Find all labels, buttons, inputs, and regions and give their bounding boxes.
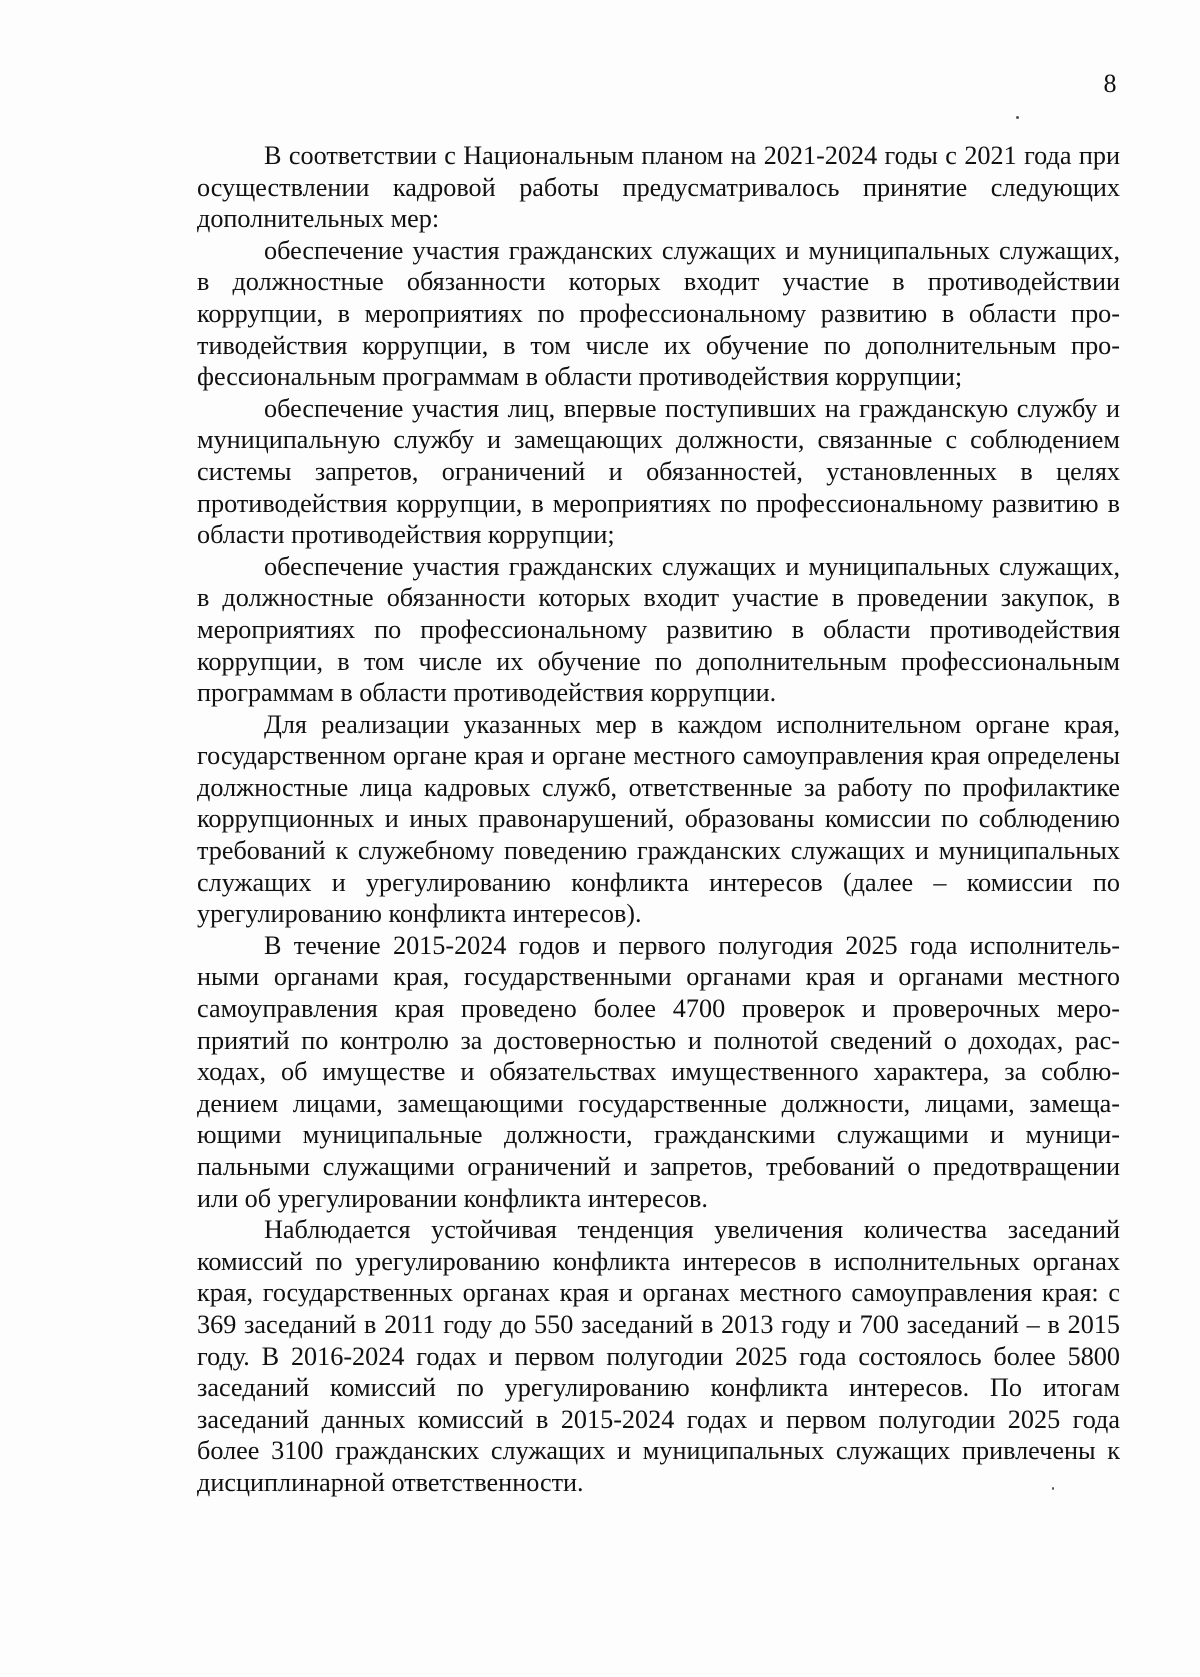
paragraph-commission-meetings: Наблюдается устойчивая тенденция увеличения количества заседаний комиссий по урегулированию конфликта интересов в исполнительных органах края, государственных органах края и органах местного самоуправления края: с 369 заседаний в 2011 году до 550 заседаний в 2013 году и 700 заседаний – в 2015 году. В 2016-2024 годах и первом полугодии 2025 года состоялось более 5800 заседаний комиссий по урегулированию конфликта интересов. По итогам заседаний данных комиссий в 2015-2024 годах и первом полугодии 2025 года более 3100 гражданских служащих и муниципальных служащих привлечены к дисциплинарной ответственности. bbox=[197, 1215, 1120, 1497]
paragraph-implementation: Для реализации указанных мер в каждом исполнительном органе края, государственном органе края и органе местного самоуправления края определены должностные лица кадровых служб, ответственные за работу по профилактике коррупционных и иных правонарушений, образованы комиссии по соблюдению требований к служебному поведению гражданских служащих и муниципальных служащих и урегулированию конфликта интересов (далее – комиссии по урегулированию конфликта интересов). bbox=[197, 709, 1120, 929]
paragraph-measure-1: обеспечение участия гражданских служащих и муниципальных служащих, в должностные обязанности которых входит участие в противодействии коррупции, в мероприятиях по профессиональному развитию в области противодействия коррупции, в том числе их обучение по дополнительным профессиональным программам в области противодействия коррупции; bbox=[197, 235, 1120, 392]
paragraph-intro: В соответствии с Национальным планом на 2021-2024 годы с 2021 года при осуществлении кадровой работы предусматривалось принятие следующих дополнительных мер: bbox=[197, 141, 1120, 234]
document-body bbox=[197, 140, 1120, 1499]
page-number: 8 bbox=[1103, 69, 1117, 98]
paragraph-inspections: В течение 2015-2024 годов и первого полугодия 2025 года исполнительными органами края, государственными органами края и органами местного самоуправления края проведено более 4700 проверок и проверочных мероприятий по контролю за достоверностью и полнотой сведений о доходах, расходах, об имуществе и обязательствах имущественного характера, за соблюдением лицами, замещающими государственные должности, лицами, замещающими муниципальные должности, гражданскими служащими и муниципальными служащими ограничений и запретов, требований о предотвращении или об урегулировании конфликта интересов. bbox=[197, 930, 1120, 1213]
paragraph-measure-3: обеспечение участия гражданских служащих и муниципальных служащих, в должностные обязанности которых входит участие в проведении закупок, в мероприятиях по профессиональному развитию в области противодействия коррупции, в том числе их обучение по дополнительным профессиональным программам в области противодействия коррупции. bbox=[197, 551, 1120, 708]
scan-mark bbox=[1016, 116, 1019, 119]
paragraph-measure-2: обеспечение участия лиц, впервые поступивших на гражданскую службу и муниципальную службу и замещающих должности, связанные с соблюдением системы запретов, ограничений и обязанностей, установленных в целях противодействия коррупции, в мероприятиях по профессиональному развитию в области противодействия коррупции; bbox=[197, 393, 1120, 550]
